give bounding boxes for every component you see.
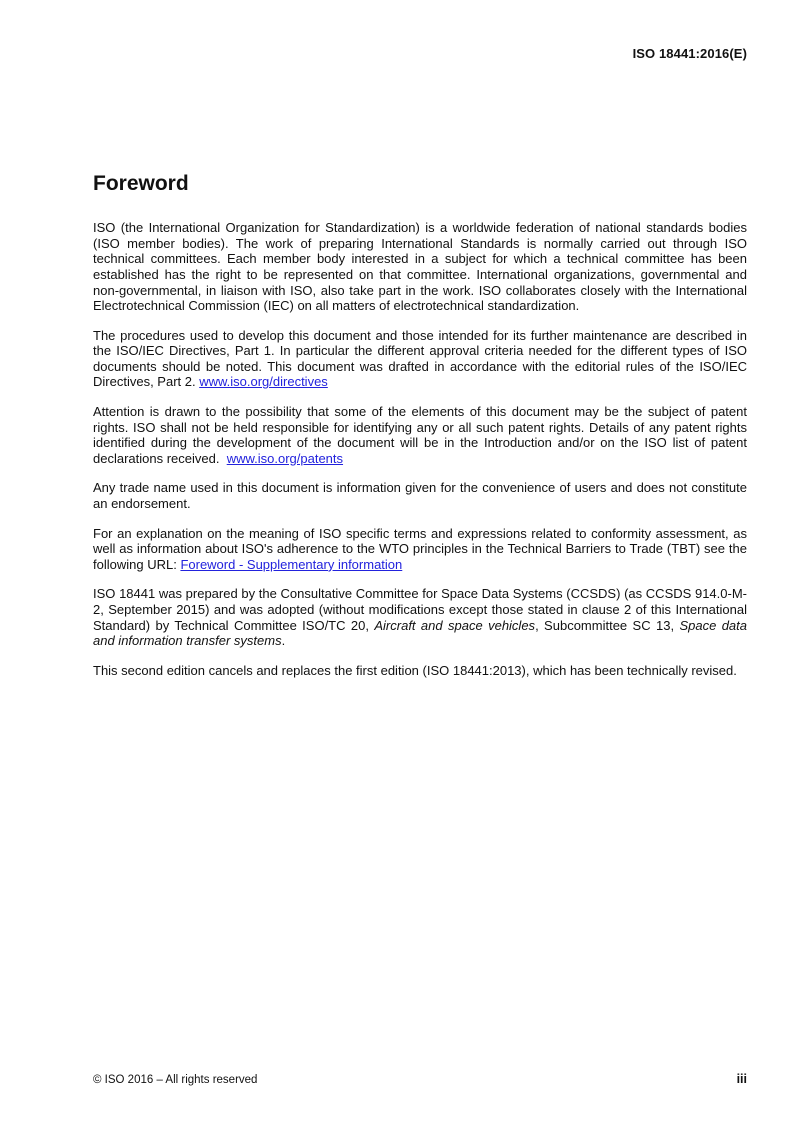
sc13-title-italic: Space data and information transfer systems xyxy=(93,617,748,649)
page-title: Foreword xyxy=(93,172,189,195)
copyright-notice: © ISO 2016 – All rights reserved xyxy=(93,1074,258,1086)
paragraph-second-edition: This second edition cancels and replaces the first edition (ISO 18441:2013), which has been technically revised. xyxy=(93,662,737,678)
iso-directives-link[interactable]: www.iso.org/directives xyxy=(199,374,328,390)
paragraph-preparation-committee xyxy=(93,586,747,648)
committee-text-end: . xyxy=(281,633,286,649)
paragraph-procedures xyxy=(93,328,747,390)
foreword-supplementary-information-link[interactable]: Foreword - Supplementary information xyxy=(180,556,403,572)
page-footer xyxy=(93,1072,747,1086)
doc-identifier: ISO 18441:2016(E) xyxy=(632,46,747,61)
paragraph-conformity-assessment-text: For an explanation on the meaning of ISO specific terms and expressions related to conformity assessment, as well as information about ISO's adherence to the WTO principles in the Technical Barriers to Trade (TBT) see the following URL: xyxy=(93,525,747,572)
tc20-title-italic: Aircraft and space vehicles xyxy=(374,617,536,633)
paragraph-conformity-assessment xyxy=(93,526,747,573)
foreword-section xyxy=(93,172,747,692)
paragraph-procedures-text: The procedures used to develop this document and those intended for its further maintenance are described in the ISO/IEC Directives, Part 1. In particular the different approval criteria needed for the different types of ISO documents should be noted. This document was drafted in accordance with the editorial rules of the ISO/IEC Directives, Part 2. xyxy=(93,327,747,390)
paragraph-patent-rights xyxy=(93,404,747,466)
page-number: iii xyxy=(736,1072,747,1086)
iso-patents-link[interactable]: www.iso.org/patents xyxy=(226,450,344,466)
paragraph-patent-rights-text: Attention is drawn to the possibility that some of the elements of this document may be the subject of patent rights. ISO shall not be held responsible for identifying any or all such patent rights. Details of any patent rights identified during the development of the document will be in the Introduction and/or on the ISO list of patent declarations received. xyxy=(93,404,747,466)
paragraph-trade-name: Any trade name used in this document is information given for the convenience of users and does not constitute an endorsement. xyxy=(93,480,747,512)
committee-text-lead: ISO 18441 was prepared by the Consultative Committee for Space Data Systems (CCSDS) (as CCSDS 914.0-M-2, September 2015) and was adopted (without modifications except those stated in clause 2 of this International Standard) by Technical Committee ISO/TC 20, xyxy=(93,586,747,633)
committee-text-mid: , Subcommittee SC 13, xyxy=(535,617,680,633)
page-header xyxy=(93,46,747,61)
paragraph-iso-federation: ISO (the International Organization for Standardization) is a worldwide federation of national standards bodies (ISO member bodies). The work of preparing International Standards is normally carried out through ISO technical committees. Each member body interested in a subject for which a technical committee has been established has the right to be represented on that committee. International organizations, governmental and non-governmental, in liaison with ISO, also take part in the work. ISO collaborates closely with the International Electrotechnical Commission (IEC) on all matters of electrotechnical standardization. xyxy=(93,220,747,314)
